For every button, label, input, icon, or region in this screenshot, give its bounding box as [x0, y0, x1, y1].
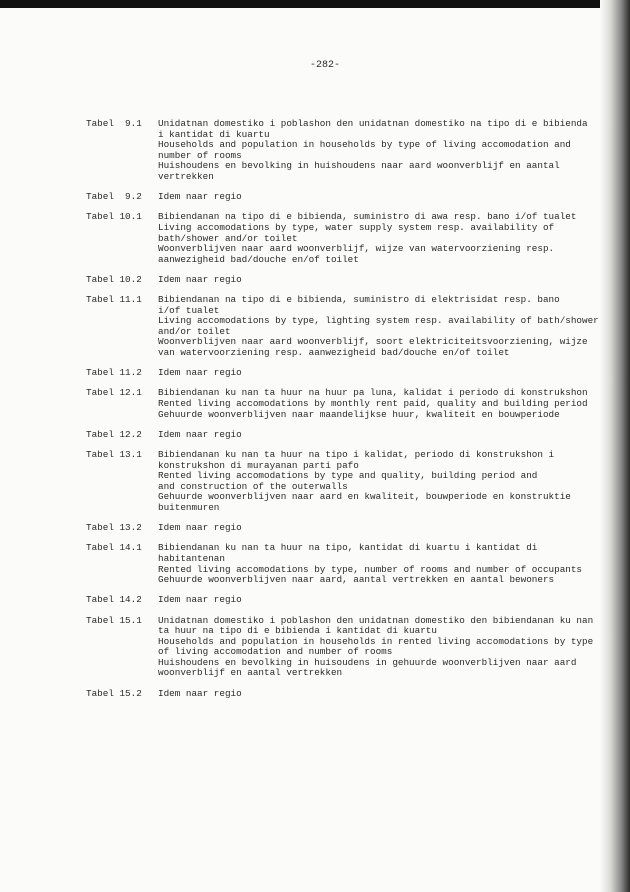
table-list — [86, 119, 606, 709]
description-line: Rented living accomodations by monthly rent paid, quality and building period — [158, 398, 588, 410]
description-line: i kantidat di kuartu — [158, 128, 270, 140]
page-number: -282- — [309, 60, 340, 71]
description-line: van watervoorziening resp. aanwezigheid bad/douche en/of toilet — [158, 347, 510, 359]
table-description — [158, 430, 606, 441]
description-line: Idem naar regio — [158, 273, 242, 285]
description-line: Gehuurde woonverblijven naar maandelijkse huur, kwaliteit en bouwperiode — [158, 408, 560, 420]
description-line: konstrukshon di murayanan parti pafo — [158, 459, 359, 471]
description-line: i/of tualet — [158, 304, 220, 316]
table-number: Tabel 15.1 — [86, 614, 142, 626]
description-line: Gehuurde woonverblijven naar aard en kwaliteit, bouwperiode en konstruktie — [158, 491, 571, 503]
description-line: Bibiendanan na tipo di e bibienda, suministro di elektrisidat resp. bano — [158, 294, 560, 306]
description-line: Households and population in households in rented living accomodations by type — [158, 635, 594, 647]
table-entry — [86, 543, 606, 585]
table-description — [158, 119, 606, 183]
description-line: Idem naar regio — [158, 522, 242, 534]
description-line: Woonverblijven naar aard woonverblijf, soort elektriciteitsvoorziening, wijze — [158, 336, 588, 348]
table-entry — [86, 430, 606, 441]
table-entry — [86, 212, 606, 265]
table-number: Tabel 9.2 — [86, 191, 142, 203]
description-line: Idem naar regio — [158, 594, 242, 606]
table-entry — [86, 192, 606, 203]
description-line: Idem naar regio — [158, 191, 242, 203]
description-line: and/or toilet — [158, 325, 231, 337]
table-entry — [86, 295, 606, 359]
description-line: Bibiendanan ku nan ta huur na tipo, kantidat di kuartu i kantidat di — [158, 542, 538, 554]
table-description — [158, 450, 606, 514]
table-number: Tabel 12.1 — [86, 387, 142, 399]
description-line: Bibiendanan na tipo di e bibienda, suministro di awa resp. bano i/of tualet — [158, 211, 577, 223]
description-line: Living accomodations by type, water supply system resp. availability of — [158, 221, 555, 233]
description-line: Idem naar regio — [158, 687, 242, 699]
description-line: aanwezigheid bad/douche en/of toilet — [158, 253, 359, 265]
table-description — [158, 543, 606, 585]
table-number: Tabel 9.1 — [86, 118, 142, 129]
table-entry — [86, 595, 606, 606]
description-line: Households and population in households by type of living accomodation and — [158, 139, 571, 151]
table-description — [158, 192, 606, 203]
description-line: number of rooms — [158, 149, 242, 161]
description-line: Living accomodations by type, lighting system resp. availability of bath/shower — [158, 315, 599, 327]
table-number: Tabel 10.1 — [86, 211, 142, 223]
table-description — [158, 595, 606, 606]
table-description — [158, 368, 606, 379]
description-line: Huishoudens en bevolking in huishoudens naar aard woonverblijf en aantal — [158, 160, 560, 172]
table-description — [158, 295, 606, 359]
description-line: vertrekken — [158, 170, 214, 182]
table-entry — [86, 368, 606, 379]
description-line: Rented living accomodations by type, number of rooms and number of occupants — [158, 563, 583, 575]
table-entry — [86, 689, 606, 700]
table-number: Tabel 14.1 — [86, 542, 142, 554]
table-number: Tabel 13.1 — [86, 449, 142, 460]
description-line: Gehuurde woonverblijven naar aard, aantal vertrekken en aantal bewoners — [158, 574, 555, 586]
table-number: Tabel 10.2 — [86, 273, 142, 285]
table-number: Tabel 14.2 — [86, 594, 142, 606]
description-line: Woonverblijven naar aard woonverblijf, wijze van watervoorziening resp. — [158, 243, 555, 255]
table-number: Tabel 12.2 — [86, 428, 142, 440]
description-line: Bibiendanan ku nan ta huur na tipo i kalidat, periodo di konstrukshon i — [158, 449, 555, 460]
table-entry — [86, 119, 606, 183]
table-entry — [86, 388, 606, 420]
table-entry — [86, 523, 606, 534]
description-line: habitantenan — [158, 552, 225, 564]
table-description — [158, 616, 606, 680]
description-line: Unidatnan domestiko i poblashon den unidatnan domestiko den bibiendanan ku nan — [158, 614, 594, 626]
table-entry — [86, 450, 606, 514]
table-description — [158, 689, 606, 700]
table-description — [158, 212, 606, 265]
table-number: Tabel 11.1 — [86, 294, 142, 306]
description-line: Huishoudens en bevolking in huisoudens in gehuurde woonverblijven naar aard — [158, 656, 577, 668]
scan-top-edge — [0, 0, 630, 8]
description-line: Idem naar regio — [158, 428, 242, 440]
description-line: and construction of the outerwalls — [158, 480, 348, 492]
table-entry — [86, 616, 606, 680]
table-number: Tabel 11.2 — [86, 367, 142, 379]
table-description — [158, 523, 606, 534]
description-line: Bibiendanan ku nan ta huur na huur pa luna, kalidat i periodo di konstrukshon — [158, 387, 588, 399]
table-description — [158, 388, 606, 420]
description-line: ta huur na tipo di e bibienda i kantidat di kuartu — [158, 625, 437, 637]
description-line: Rented living accomodations by type and quality, building period and — [158, 470, 538, 482]
table-entry — [86, 275, 606, 286]
description-line: buitenmuren — [158, 501, 220, 513]
description-line: of living accomodation and number of rooms — [158, 646, 393, 658]
description-line: Idem naar regio — [158, 367, 242, 379]
table-description — [158, 275, 606, 286]
description-line: woonverblijf en aantal vertrekken — [158, 667, 343, 679]
description-line: Unidatnan domestiko i poblashon den unidatnan domestiko na tipo di e bibienda — [158, 118, 588, 129]
table-number: Tabel 15.2 — [86, 687, 142, 699]
description-line: bath/shower and/or toilet — [158, 232, 298, 244]
table-number: Tabel 13.2 — [86, 522, 142, 534]
